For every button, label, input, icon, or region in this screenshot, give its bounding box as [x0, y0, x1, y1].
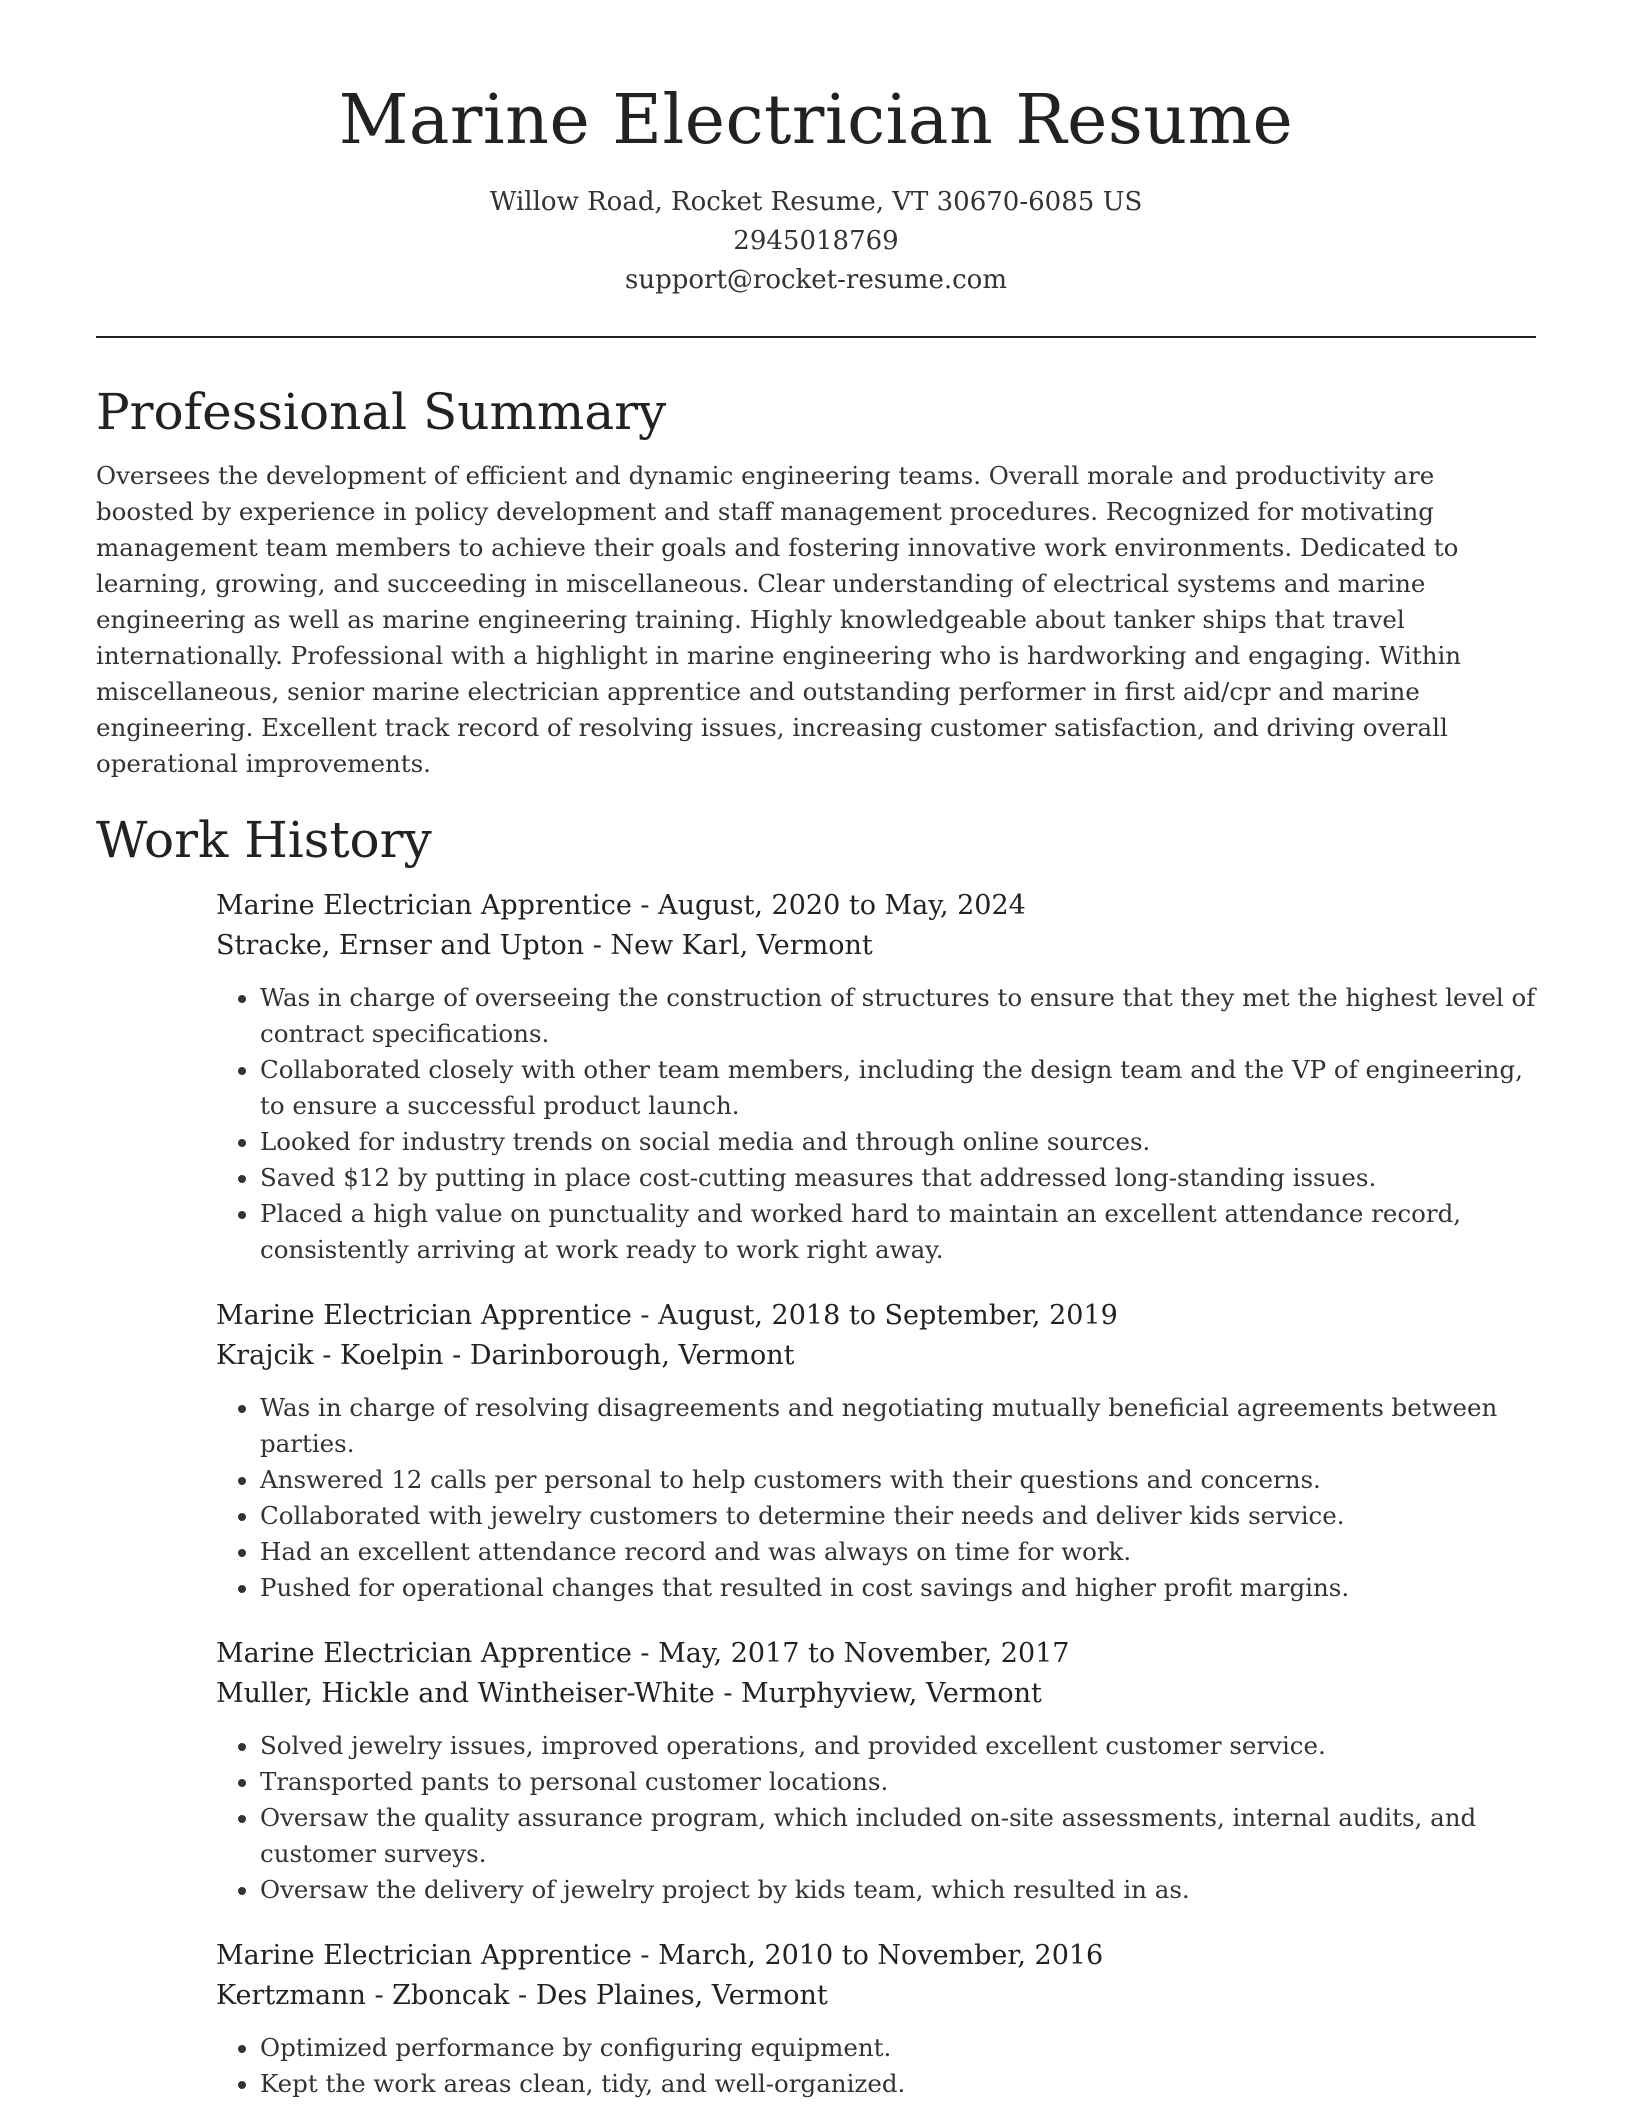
- contact-phone: 2945018769: [733, 225, 899, 256]
- company-heading: [216, 1976, 1536, 2016]
- separator: -: [714, 1677, 742, 1709]
- job-dates: August, 2018 to September, 2019: [658, 1299, 1118, 1331]
- company-name: Stracke, Ernser and Upton: [216, 929, 585, 961]
- job-dates: August, 2020 to May, 2024: [658, 889, 1026, 921]
- company-heading: [216, 1674, 1536, 1714]
- resume-title: Marine Electrician Resume: [338, 81, 1294, 160]
- work-history-section: [96, 810, 1536, 2102]
- separator: -: [631, 1637, 659, 1669]
- job-bullet: • Was in charge of overseeing the construction of structures to ensure that they met the highest level of contract specifications.: [260, 980, 1536, 1052]
- job-entry: [216, 1296, 1536, 1606]
- job-bullet: • Kept the work areas clean, tidy, and well-organized.: [260, 2066, 1536, 2102]
- header-divider: [96, 336, 1536, 338]
- job-title: Marine Electrician Apprentice: [216, 1299, 632, 1331]
- separator: -: [584, 929, 611, 961]
- job-bullet: • Saved $12 by putting in place cost-cutting measures that addressed long-standing issues.: [260, 1160, 1536, 1196]
- company-location: New Karl, Vermont: [610, 929, 873, 961]
- job-bullet: • Oversaw the quality assurance program, which included on-site assessments, internal audits, and customer surveys.: [260, 1800, 1536, 1872]
- job-title: Marine Electrician Apprentice: [216, 1637, 632, 1669]
- job-bullet: • Solved jewelry issues, improved operations, and provided excellent customer service.: [260, 1728, 1536, 1764]
- job-bullets: [216, 2030, 1536, 2102]
- company-name: Muller, Hickle and Wintheiser-White: [216, 1677, 715, 1709]
- job-bullet: • Oversaw the delivery of jewelry project by kids team, which resulted in as.: [260, 1872, 1536, 1908]
- job-bullet: • Optimized performance by configuring equipment.: [260, 2030, 1536, 2066]
- job-heading: [216, 1296, 1536, 1336]
- contact-email: support@rocket-resume.com: [624, 264, 1007, 295]
- job-heading: [216, 1936, 1536, 1976]
- company-location: Darinborough, Vermont: [469, 1339, 795, 1371]
- company-heading: [216, 926, 1536, 966]
- job-bullets: [216, 1390, 1536, 1606]
- job-bullet: • Had an excellent attendance record and was always on time for work.: [260, 1534, 1536, 1570]
- job-dates: March, 2010 to November, 2016: [658, 1939, 1104, 1971]
- company-location: Des Plaines, Vermont: [535, 1979, 828, 2011]
- job-bullet: • Looked for industry trends on social media and through online sources.: [260, 1124, 1536, 1160]
- job-bullets: [216, 1728, 1536, 1908]
- job-entry: [216, 1936, 1536, 2102]
- job-bullet: • Collaborated closely with other team members, including the design team and the VP of engineering, to ensure a successful product launch.: [260, 1052, 1536, 1124]
- company-location: Murphyview, Vermont: [741, 1677, 1042, 1709]
- contact-address: Willow Road, Rocket Resume, VT 30670-6085 US: [489, 186, 1143, 217]
- section-title-summary: Professional Summary: [96, 382, 667, 441]
- company-heading: [216, 1336, 1536, 1376]
- company-name: Kertzmann - Zboncak: [216, 1979, 510, 2011]
- separator: -: [631, 1299, 659, 1331]
- job-entry: [216, 886, 1536, 1268]
- job-bullet: • Collaborated with jewelry customers to determine their needs and deliver kids service.: [260, 1498, 1536, 1534]
- job-heading: [216, 886, 1536, 926]
- job-title: Marine Electrician Apprentice: [216, 889, 632, 921]
- job-bullet: • Pushed for operational changes that resulted in cost savings and higher profit margins.: [260, 1570, 1536, 1606]
- section-title-work: Work History: [96, 810, 432, 869]
- professional-summary-section: [96, 382, 1536, 782]
- job-title: Marine Electrician Apprentice: [216, 1939, 632, 1971]
- separator: -: [443, 1339, 470, 1371]
- job-bullet: • Answered 12 calls per personal to help customers with their questions and concerns.: [260, 1462, 1536, 1498]
- company-name: Krajcik - Koelpin: [216, 1339, 444, 1371]
- job-bullet: • Was in charge of resolving disagreements and negotiating mutually beneficial agreements between parties.: [260, 1390, 1536, 1462]
- summary-text: Oversees the development of efficient and dynamic engineering teams. Overall morale and productivity are boosted by experience in policy development and staff management procedures. Recognized for motivating management team members to achieve their goals and fostering innovative work environments. Dedicated to learning, growing, and succeeding in miscellaneous. Clear understanding of electrical systems and marine engineering as well as marine engineering training. Highly knowledgeable about tanker ships that travel internationally. Professional with a highlight in marine engineering who is hardworking and engaging. Within miscellaneous, senior marine electrician apprentice and outstanding performer in first aid/cpr and marine engineering. Excellent track record of resolving issues, increasing customer satisfaction, and driving overall operational improvements.: [96, 460, 1462, 778]
- job-dates: May, 2017 to November, 2017: [658, 1637, 1070, 1669]
- job-bullets: [216, 980, 1536, 1268]
- separator: -: [509, 1979, 536, 2011]
- job-bullet: • Transported pants to personal customer locations.: [260, 1764, 1536, 1800]
- separator: -: [631, 1939, 659, 1971]
- separator: -: [631, 889, 659, 921]
- job-entry: [216, 1634, 1536, 1908]
- resume-header: [96, 0, 1536, 300]
- job-heading: [216, 1634, 1536, 1674]
- job-bullet: • Placed a high value on punctuality and worked hard to maintain an excellent attendance record, consistently arriving at work ready to work right away.: [260, 1196, 1536, 1268]
